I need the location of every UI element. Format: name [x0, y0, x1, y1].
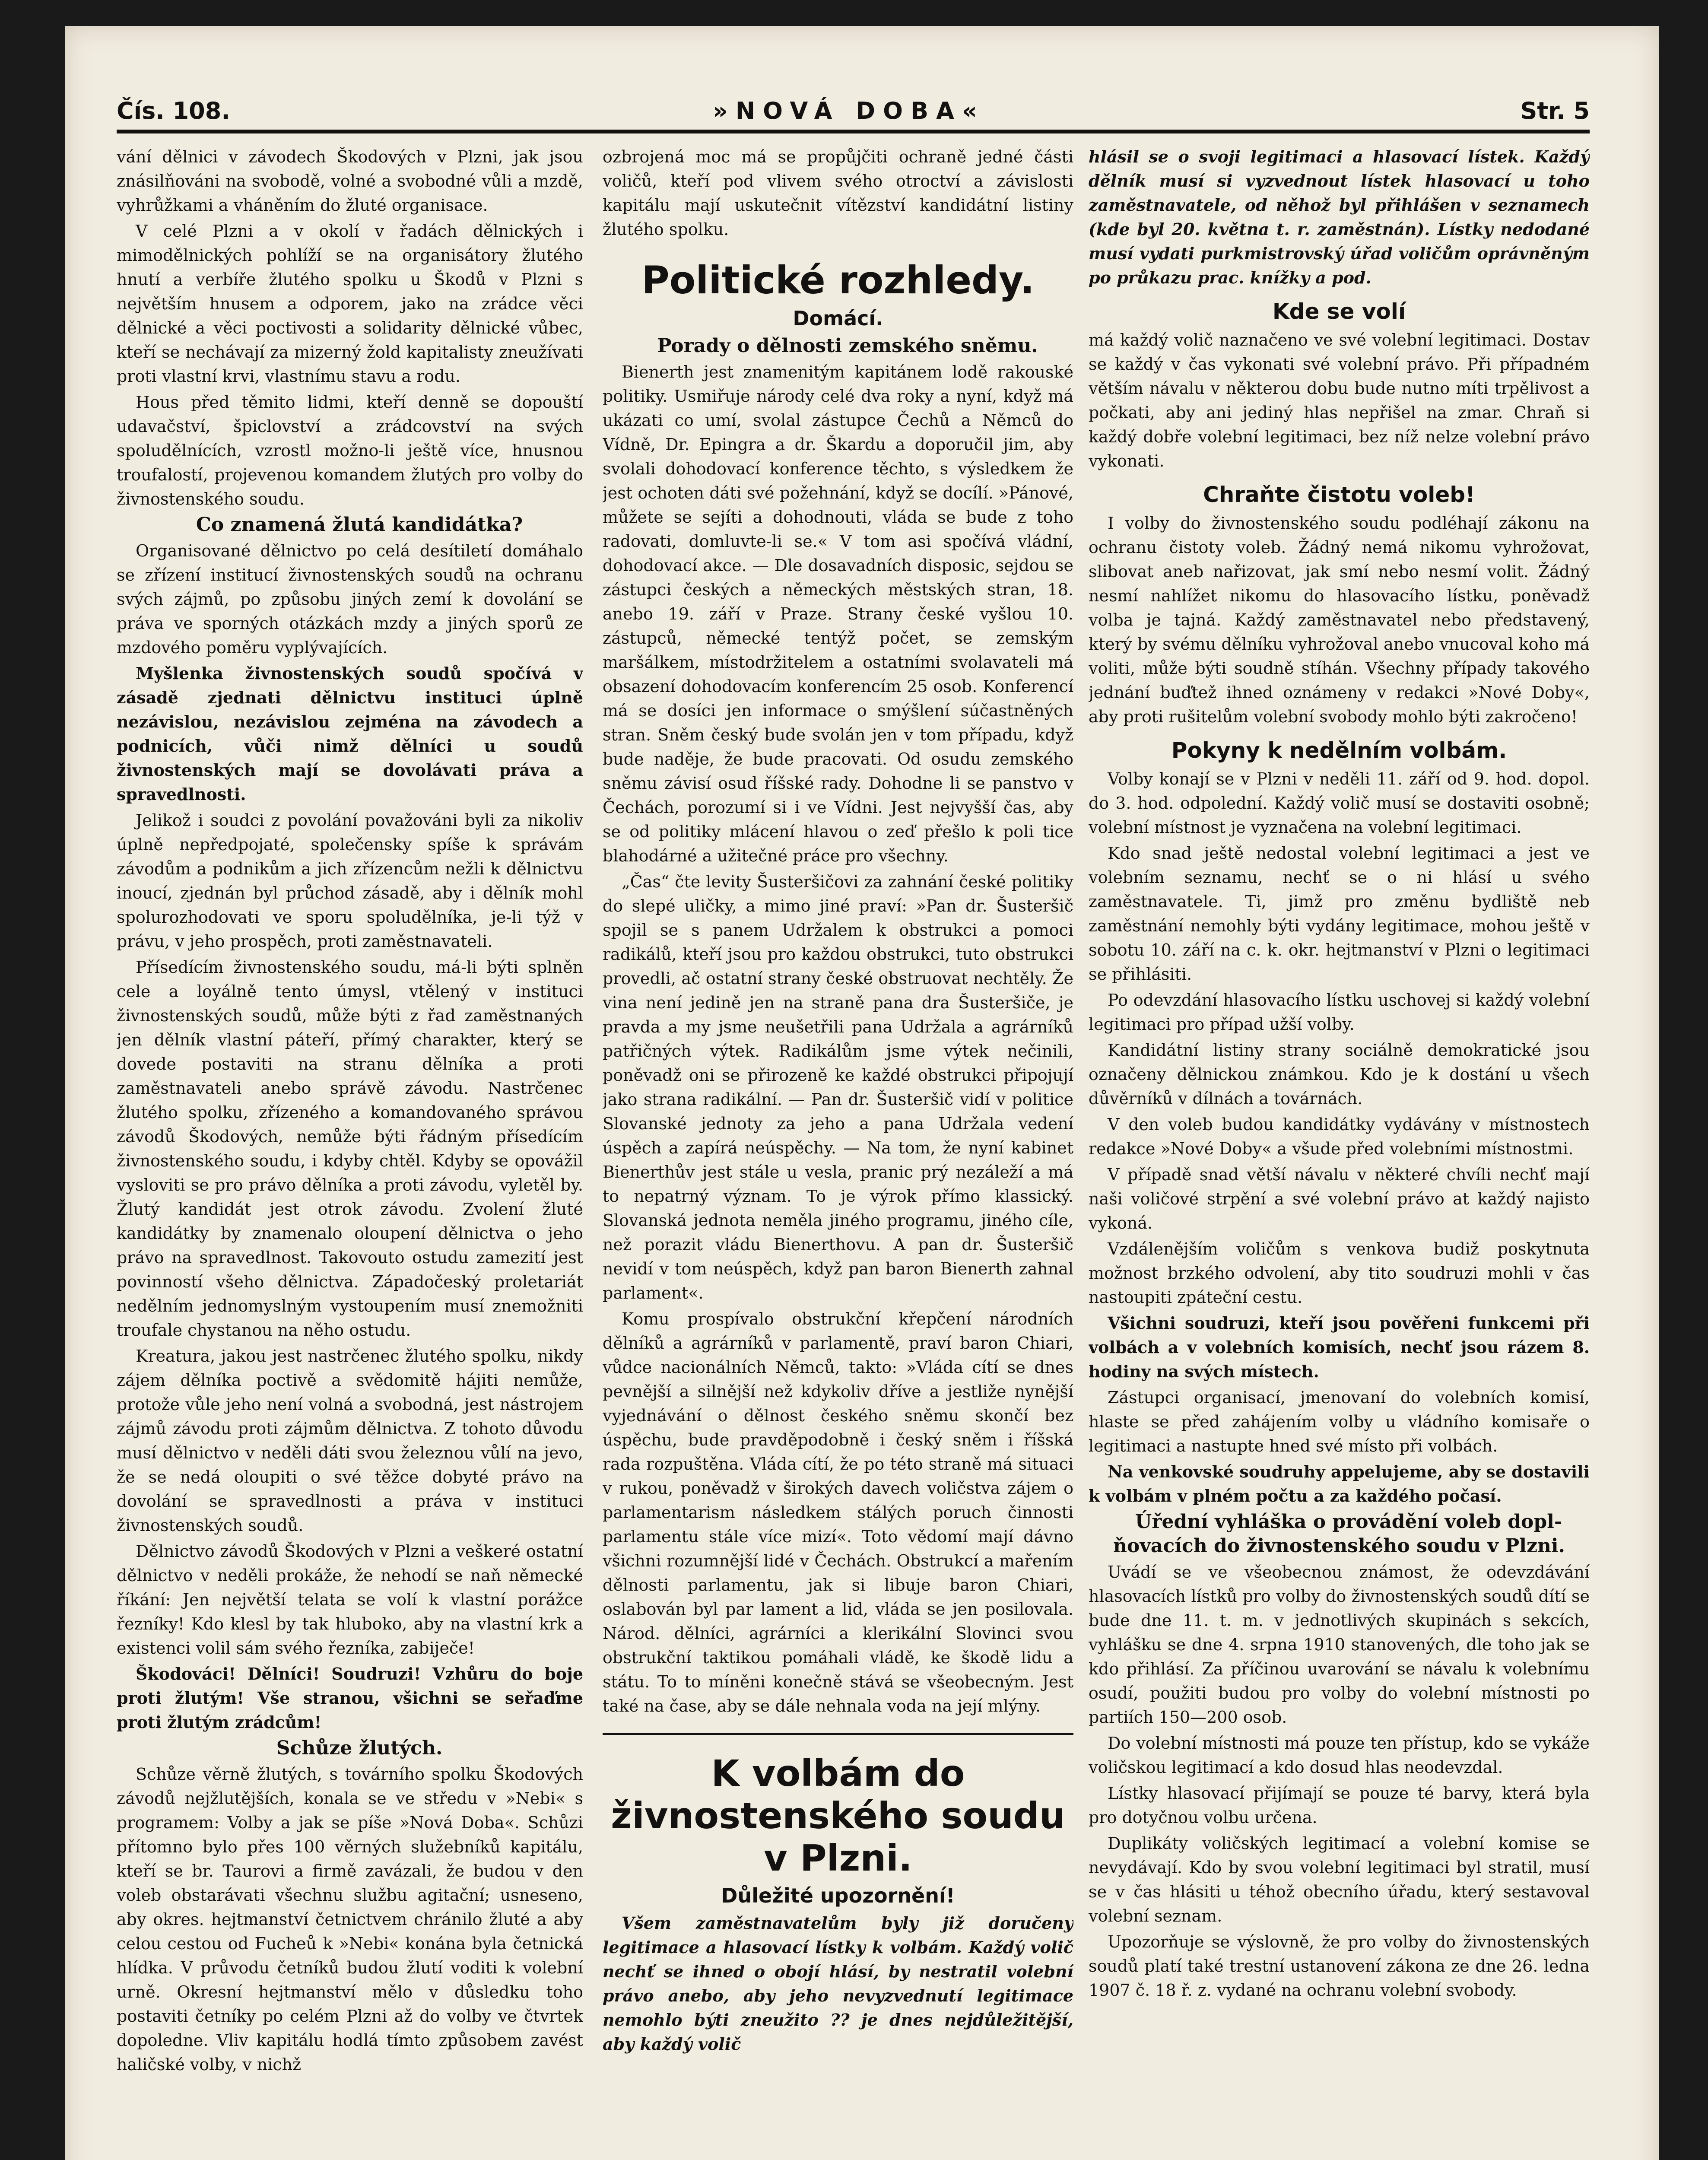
section-heading: Chraňte čistotu voleb! [1203, 482, 1475, 507]
section-headline: Politické rozhledy. [641, 258, 1035, 302]
paragraph: „Čas“ čte levity Šusteršičovi za zahnání české politiky do slepé uličky, a mimo jiné praví: »Pan dr. Šusteršič spojil se s panem Udržalem k obstrukci a pomoci radikálů, kteří jsou pro každou obstrukci, tuto obstrukci provedli, ač ostatní strany české obstruovat nechtěly. Že vina není jedině jen na straně pana dra Šusteršiče, je pravda a my jsme neušetřili pana Udržala a agrárníků patřičných výtek. Radikálům jsme výtek nečinili, poněvadž oni se přirozeně ke každé obstrukci připojují jako strana radikální. — Pan dr. Šusteršič vidí v politice Slovanské jednoty za jeho a pana Udržala vedení úspěch a zapírá neúspěchy. — Na tom, že nyní kabinet Bienerthův jest stále u vesla, pranic prý nezáleží a má to nepatrný význam. To je výrok přímo klassický. Slovanská jednota neměla jiného programu, jiného cíle, než porazit vládu Bienerthovu. A pan dr. Šusteršič nevidí v tom neúspěch, když pan baron Bienerth zahnal parlament«. [603, 872, 1073, 1302]
paragraph: Po odevzdání hlasovacího lístku uschovej si každý volební legitimaci pro případ užší volby. [1089, 991, 1590, 1034]
column-2 [603, 145, 1073, 2160]
paragraph: Schůze věrně žlutých, s továrního spolku Škodových závodů nejžlutějších, konala se ve středu v »Nebi« s programem: Volby a jak se píše »Nová Doba«. Schůzi přítomno bylo přes 100 věrných služebníků kapitálu, kteří se br. Taurovi a firmě zavázali, že budou v den voleb obstarávati všechnu službu agitační; usneseno, aby okres. hejtmanství četnictvem chránilo žluté a aby celou cestou od Fucheů k »Nebi« konána byla četnická hlídka. V průvodu četníků budou žlutí voditi k volební urně. Okresní hejtmanství mělo v důsledku toho postaviti četníky po celém Plzni až do volby ve čtvrtek dopoledne. Vliv kapitálu hodlá tímto způsobem zavést haličské volby, v nichž [117, 1765, 583, 2074]
paragraph: Kreatura, jakou jest nastrčenec žlutého spolku, nikdy zájem dělníka poctivě a svědomitě hájiti nemůže, protože vůle jeho není volná a svobodná, jest nástrojem zájmů závodu proti zájmům dělnictva. Z tohoto důvodu musí dělnictvo v neděli dáti svou železnou vůlí na jevo, že se nedá oloupiti o své těžce dobyté právo na dovolání se spravedlnosti a práva v instituci živnostenských soudů. [117, 1347, 583, 1535]
paragraph: Volby konají se v Plzni v neděli 11. září od 9. hod. dopol. do 3. hod. odpolední. Každý volič musí se dostaviti osobně; volební místnost je vyznačena na volební legitimaci. [1089, 769, 1590, 837]
paragraph: Dělnictvo závodů Škodových v Plzni a veškeré ostatní dělnictvo v neděli prokáže, že nehodí se naň německé říkání: Jen největší telata se volí k vlastní porážce řezníky! Kdo klesl by tak hluboko, aby na vlastní krk a existenci volil sám svého řezníka, zabiječe! [117, 1542, 583, 1658]
paragraph: Vzdálenějším voličům s venkova budiž poskytnuta možnost brzkého odvolení, aby tito soudruzi mohli v čas nastoupiti zpáteční cestu. [1089, 1239, 1590, 1307]
paragraph: V den voleb budou kandidátky vydávány v místnostech redakce »Nové Doby« a všude před volebními místnostmi. [1089, 1115, 1590, 1158]
paragraph: Kandidátní listiny strany sociálně demokratické jsou označeny dělnickou známkou. Kdo je k dostání u všech důvěrníků v dílnách a továrnách. [1089, 1041, 1590, 1108]
paragraph-bold: Škodováci! Dělníci! Soudruzi! Vzhůru do boje proti žlutým! Vše stranou, všichni se seřaďme proti žlutým zrádcům! [117, 1664, 583, 1732]
section-heading: Schůze žlutých. [276, 1737, 443, 1759]
header-rule [117, 130, 1590, 133]
notice-heading: Důležité upozornění! [721, 1884, 955, 1907]
paragraph: Přísedícím živnostenského soudu, má-li býti splněn cele a loyálně tento úmysl, vtělený v instituci živnostenských soudů, může býti z řad zaměstnaných jen dělník vlastní páteří, přímý charakter, který se dovede postaviti na stranu dělníka a proti zaměstnavateli anebo správě závodu. Nastrčenec žlutého spolku, zřízeného a komandovaného správou závodů Škodových, nemůže býti řádným přísedícím živnostenského soudu, i kdyby chtěl. Kdyby se opovážil vysloviti se pro právo dělníka a proti závodu, vyletěl by. Žlutý kandidát jest otrok závodu. Zvolení žluté kandidátky by znamenalo oloupení dělnictva o jeho právo na spravedlnost. Takovouto ostudu zamezití jest povinností všeho dělnictva. Západočeský proletariát nedělním jednomyslným vystoupením musí znemožniti troufale chystanou na něho ostudu. [117, 958, 583, 1340]
paragraph: Duplikáty voličských legitimací a volební komise se nevydávají. Kdo by svou volební legitimaci byl stratil, musí se v čas hlásiti u téhož obecního úřadu, který sestavoval volební seznam. [1089, 1834, 1590, 1925]
paragraph: Organisované dělnictvo po celá desítiletí domáhalo se zřízení institucí živnostenských soudů na ochranu svých zájmů, po způsobu jiných zemí k dovolání se práva ve sporných otázkách mzdy a jiných sporů ze mzdového poměru vyplývajících. [117, 541, 583, 657]
paragraph-bold: Všichni soudruzi, kteří jsou pověřeni funkcemi při volbách a v volebních komisích, nechť jsou rázem 8. hodiny na svých místech. [1089, 1313, 1590, 1381]
subsection-heading: Domácí. [793, 307, 883, 330]
paragraph: Zástupci organisací, jmenovaní do volebních komisí, hlaste se před zahájením volby u vládního komisaře o legitimaci a nastupte hned své místo při volbách. [1089, 1388, 1590, 1455]
section-heading: Pokyny k nedělním volbám. [1171, 738, 1507, 763]
paragraph: Jelikož i soudci z povolání považováni byli za nikoliv úplně nepředpojaté, společensky spíše k správám závodům a podnikům a jich zřízencům nežli k dělnictvu inoucí, zjednán byl průchod zásadě, aby i dělník mohl spolurozhodovati ve sporu spoludělníka, je-li týž v právu, v jeho prospěch, proti zaměstnavateli. [117, 811, 583, 951]
paragraph: Kdo snad ještě nedostal volební legitimaci a jest ve volebním seznamu, nechť se o ni hlásí u svého zaměstnavatele. Ti, jimž pro změnu bydliště neb zaměstnání nemohly býti vydány legitimace, mohou ještě v sobotu 10. září na c. k. okr. hejtmanství v Plzni o legitimaci se přihlásiti. [1089, 844, 1590, 984]
paragraph: ozbrojená moc má se propůjčiti ochraně jedné části voličů, kteří pod vlivem svého otroctví a závislosti kapitálu mají uskutečnit vítězství kandidátní listiny žlutého spolku. [603, 147, 1073, 239]
section-heading: Kde se volí [1272, 299, 1406, 324]
paragraph: Lístky hlasovací přijímají se pouze té barvy, která byla pro dotyčnou volbu určena. [1089, 1784, 1590, 1827]
masthead [117, 97, 1590, 132]
column-3 [1089, 145, 1590, 2160]
section-headline: K volbám do živnostenského soudu v Plzni. [611, 1752, 1065, 1879]
section-heading: Co znamená žlutá kandidátka? [196, 514, 523, 536]
page-number: Str. 5 [1520, 97, 1590, 124]
article-heading: Porady o dělnosti zemského sněmu. [657, 335, 1038, 357]
paragraph-italic: hlásil se o svoji legitimaci a hlasovací lístek. Každý dělník musí si vyzvednout lístek hlasovací u toho zaměstnavatele, od něhož byl přihlášen v seznamech (kde byl 20. května t. r. zaměstnán). Lístky nedodané musí vydati purkmistrovský úřad voličům oprávněným po průkazu prac. knížky a pod. [1089, 147, 1590, 287]
column-divider [603, 1733, 1073, 1735]
section-heading: Úřední vyhláška o provádění voleb dopl- ňovacích do živnostenského soudu v Plzni. [1113, 1511, 1565, 1557]
paragraph: Do volební místnosti má pouze ten přístup, kdo se vykáže voličskou legitimací a kdo dosud hlas neodevzdal. [1089, 1734, 1590, 1777]
paragraph: má každý volič naznačeno ve své volební legitimaci. Dostav se každý v čas vykonati své volební právo. Při případném větším návalu v některou dobu bude nutno míti trpělivost a počkati, aby ani jediný hlas nepřišel na zmar. Chraň si každý dobře volební legitimaci, bez níž nelze volební právo vykonati. [1089, 330, 1590, 470]
paragraph: V případě snad větší návalu v některé chvíli nechť mají naši voličové strpění a své volební právo at každý najisto vykoná. [1089, 1165, 1590, 1232]
paragraph-bold: Na venkovské soudruhy appelujeme, aby se dostavili k volbám v plném počtu a za každého počasí. [1089, 1462, 1590, 1506]
paragraph: Upozorňuje se výslovně, že pro volby do živnostenských soudů platí také trestní ustanovení zákona ze dne 26. ledna 1907 č. 18 ř. z. vydané na ochranu volební svobody. [1089, 1932, 1590, 2000]
paragraph: V celé Plzni a v okolí v řadách dělnických i mimodělnických pohlíží se na organisátory žlutého hnutí a verbíře žlutého spolku u Škodů v Plzni s největším hnusem a odporem, jako na zrádce věci dělnické a věci poctivosti a solidarity dělnické vůbec, kteří se nechávají za mizerný žold kapitalisty zneužívati proti vlastní krvi, vlastnímu stavu a rodu. [117, 222, 583, 386]
issue-number: Čís. 108. [117, 97, 230, 124]
paragraph: Bienerth jest znamenitým kapitánem lodě rakouské politiky. Usmiřuje národy celé dva roky a nyní, když má ukázati co umí, svolal zástupce Čechů a Němců do Vídně, Dr. Epingra a dr. Škardu a doporučil jim, aby svolali dohodovací konference těchto, s výsledkem že jest ochoten dáti své požehnání, když se docílí. »Pánové, můžete se sejíti a dohodnouti, vláda se bude z toho radovati, domluvte-li se.« V tom asi spočívá vládní, dohodovací akce. — Dle dosavadních disposic, sejdou se zástupci českých a německých městských stran, 18. anebo 19. září v Praze. Strany české vyšlou 10. zástupců, německé tentýž počet, se zemským maršálkem, místodržitelem a ostatními svolavateli má obsazení dohodovacím konferencím 25 osob. Konferencí má se dosíci jen informace o smýšlení súčastněných stran. Sněm český bude svolán jen v tom případu, když bude naděje, že bude pracovati. Od osudu zemského sněmu závisí osud říšské rady. Dohodne li se panstvo v Čechách, porozumí si i ve Vídni. Jest nejvyšší čas, aby se od politiky mlácení hlavou o zeď přešlo k poli tice blahodárné a užitečné práce pro všechny. [603, 362, 1073, 865]
paragraph: Hous před těmito lidmi, kteří denně se dopouští udavačství, špiclovství a zrádcovství na svých spoludělnících, vzrostl možno-li ještě více, hnusnou troufalostí, projevenou komandem žlutých pro volby do živnostenského soudu. [117, 393, 583, 508]
paragraph: Komu prospívalo obstrukční křepčení národních dělníků a agrárníků v parlamentě, praví baron Chiari, vůdce nacionálních Němců, takto: »Vláda cítí se dnes pevnější a silnější než kdykoliv dříve a jestliže nynější vyjednávání o dělnost českého sněmu skončí bez úspěchu, bude pravděpodobně i český sněm i říšská rada rozpuštěna. Vláda cítí, že po této straně má situaci v rukou, poněvadž v širokých davech voličstva zájem o parlamentarism následkem stálých poruch činnosti parlamentu stále více mizí«. Toto vědomí mají dávno všichni rozumnější lidé v Čechách. Obstrukcí a mařením dělnosti parlamentu, jak si libuje baron Chiari, oslabován byl par lament a lid, vláda se jen posilovala. Národ. dělníci, agrárníci a klerikální Slovinci svou obstrukční taktikou pomáhali vládě, ke škodě lidu a státu. To to míněni konečně stává se všeobecným. Jest také na čase, aby se dále nehnala voda na její mlýny. [603, 1309, 1073, 1715]
paragraph-bold: Myšlenka živnostenských soudů spočívá v zásadě zjednati dělnictvu instituci úplně nezávislou, nezávislou zejména na závodech a podnicích, vůči nimž dělníci u soudů živnostenských mají se dovolávati práva a spravedlnosti. [117, 664, 583, 804]
newspaper-title: »NOVÁ DOBA« [713, 97, 985, 124]
paragraph-italic: Všem zaměstnavatelům byly již doručeny legitimace a hlasovací lístky k volbám. Každý volič nechť se ihned o obojí hlásí, by nestratil volební právo anebo, aby jeho nevyzvednutí legitimace nemohlo býti zneužito ?? je dnes nejdůležitější, aby každý volič [603, 1913, 1073, 2054]
column-1 [117, 145, 583, 2160]
paragraph: I volby do živnostenského soudu podléhají zákonu na ochranu čistoty voleb. Žádný nemá nikomu vyhrožovat, slibovat aneb nařizovat, jak smí nebo nesmí volit. Žádný nesmí nahlížet nikomu do hlasovacího lístku, poněvadž volba je tajná. Každý zaměstnavatel nebo představený, který by svému dělníku vyhrožoval anebo vnucoval koho má voliti, může býti soudně stíhán. Všechny případy takového jednání buďtež ihned oznámeny v redakci »Nové Doby«, aby proti rušitelům volební svobody mohlo býti zakročeno! [1089, 514, 1590, 726]
paragraph: vání dělnici v závodech Škodových v Plzni, jak jsou znásilňováni na svobodě, volné a svobodné vůli a mzdě, vyhrůžkami a vháněním do žluté organisace. [117, 147, 583, 215]
paragraph: Uvádí se ve všeobecnou známost, že odevzdávání hlasovacích lístků pro volby do živnostenských soudů dítí se bude dne 11. t. m. v jednotlivých skupinách s sekcích, vyhlášku se dne 4. srpna 1910 stanovených, dle toho jak se kdo přihlásí. Za příčinou uvarování se návalu k volebnímu osudí, použiti budou pro volby do volební místnosti po partiích 150—200 osob. [1089, 1563, 1590, 1727]
